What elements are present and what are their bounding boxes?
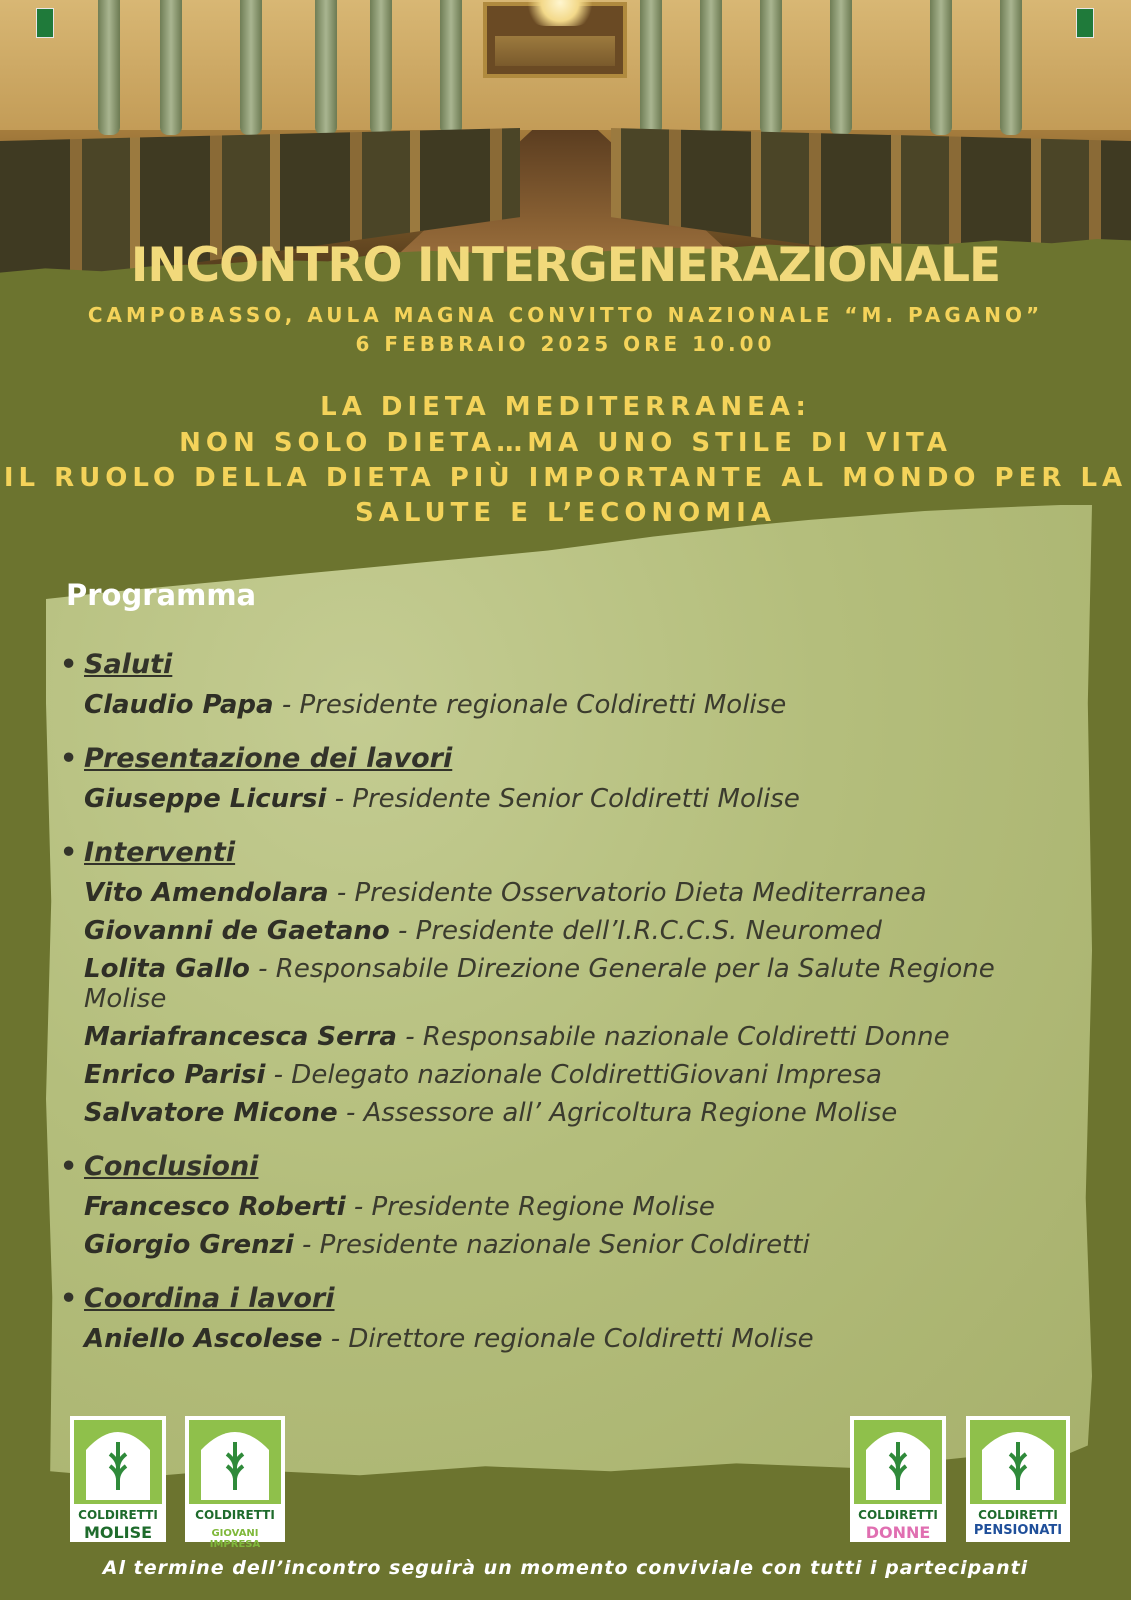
speaker bbox=[60, 916, 1070, 946]
wheat-emblem-icon bbox=[854, 1420, 942, 1504]
curtain bbox=[98, 0, 120, 135]
logo-coldiretti-pensionati bbox=[966, 1416, 1070, 1542]
logo-brand: COLDIRETTI bbox=[195, 1508, 275, 1522]
speaker-name: Enrico Parisi bbox=[84, 1060, 266, 1090]
logo-sub: PENSIONATI bbox=[973, 1523, 1063, 1538]
speaker-name: Claudio Papa bbox=[84, 690, 274, 720]
curtain bbox=[760, 0, 782, 135]
speaker-role: - Presidente Regione Molise bbox=[345, 1192, 715, 1222]
speaker-role: - Delegato nazionale ColdirettiGiovani Impresa bbox=[265, 1060, 882, 1090]
speaker-role: - Responsabile nazionale Coldiretti Donne bbox=[396, 1022, 950, 1052]
logo-brand: COLDIRETTI bbox=[78, 1508, 158, 1522]
speaker-name: Giuseppe Licursi bbox=[84, 784, 327, 814]
logo-sub: GIOVANI IMPRESA bbox=[209, 1528, 261, 1550]
speaker bbox=[60, 1060, 1070, 1090]
event-location: CAMPOBASSO, AULA MAGNA CONVITTO NAZIONALE “M. PAGANO” bbox=[87, 303, 1044, 327]
theme-line: LA DIETA MEDITERRANEA: bbox=[320, 392, 811, 422]
section-heading bbox=[60, 1150, 1070, 1184]
speaker bbox=[60, 1324, 1070, 1354]
event-datetime: 6 FEBBRAIO 2025 ORE 10.00 bbox=[355, 332, 776, 356]
bullet-icon: • bbox=[60, 649, 78, 680]
speaker-name: Vito Amendolara bbox=[84, 878, 329, 908]
speaker-name: Aniello Ascolese bbox=[84, 1324, 323, 1354]
program-section bbox=[60, 1282, 1070, 1354]
program-section bbox=[60, 1150, 1070, 1260]
speaker-name: Francesco Roberti bbox=[84, 1192, 346, 1222]
speaker bbox=[60, 784, 1070, 814]
speaker-role: - Presidente dell’I.R.C.C.S. Neuromed bbox=[389, 916, 882, 946]
speaker-name: Mariafrancesca Serra bbox=[84, 1022, 397, 1052]
curtain bbox=[440, 0, 462, 135]
logo-coldiretti-donne bbox=[850, 1416, 946, 1542]
logo-sub: MOLISE bbox=[83, 1523, 153, 1542]
section-heading bbox=[60, 648, 1070, 682]
wheat-emblem-icon bbox=[189, 1420, 281, 1504]
wheat-emblem-icon bbox=[74, 1420, 162, 1504]
speaker bbox=[60, 954, 1070, 1014]
exit-sign-icon bbox=[36, 8, 54, 38]
speaker bbox=[60, 1192, 1070, 1222]
program-agenda bbox=[60, 648, 1070, 1376]
curtain bbox=[1000, 0, 1022, 135]
curtain bbox=[700, 0, 722, 135]
speaker-name: Salvatore Micone bbox=[84, 1098, 338, 1128]
theme-line: IL RUOLO DELLA DIETA PIÙ IMPORTANTE AL MONDO PER LA bbox=[3, 463, 1128, 493]
speaker-role: - Presidente regionale Coldiretti Molise bbox=[273, 690, 787, 720]
speaker-name: Lolita Gallo bbox=[84, 954, 250, 984]
speaker-name: Giorgio Grenzi bbox=[84, 1230, 294, 1260]
program-title: Programma bbox=[66, 578, 257, 612]
speaker-name: Giovanni de Gaetano bbox=[84, 916, 390, 946]
curtain bbox=[240, 0, 262, 135]
logo-sub: DONNE bbox=[865, 1523, 931, 1542]
speaker-role: - Direttore regionale Coldiretti Molise bbox=[322, 1324, 814, 1354]
bullet-icon: • bbox=[60, 743, 78, 774]
speaker bbox=[60, 1098, 1070, 1128]
section-heading bbox=[60, 836, 1070, 870]
curtain bbox=[930, 0, 952, 135]
curtain bbox=[315, 0, 337, 135]
bullet-icon: • bbox=[60, 1151, 78, 1182]
wheat-emblem-icon bbox=[970, 1420, 1066, 1504]
theme-line: NON SOLO DIETA…MA UNO STILE DI VITA bbox=[179, 428, 952, 458]
section-heading-text: Interventi bbox=[84, 837, 236, 868]
theme-line: SALUTE E L’ECONOMIA bbox=[355, 498, 776, 528]
section-heading-text: Presentazione dei lavori bbox=[84, 743, 453, 774]
logo-coldiretti-molise bbox=[70, 1416, 166, 1542]
speaker bbox=[60, 1022, 1070, 1052]
section-heading-text: Saluti bbox=[84, 649, 173, 680]
speaker bbox=[60, 878, 1070, 908]
curtain bbox=[160, 0, 182, 135]
speaker-role: - Presidente Osservatorio Dieta Mediterranea bbox=[328, 878, 927, 908]
program-section bbox=[60, 836, 1070, 1128]
curtain bbox=[640, 0, 662, 135]
logo-coldiretti-giovani bbox=[185, 1416, 285, 1550]
section-heading-text: Conclusioni bbox=[84, 1151, 259, 1182]
logo-brand: COLDIRETTI bbox=[858, 1508, 938, 1522]
program-section bbox=[60, 648, 1070, 720]
bullet-icon: • bbox=[60, 837, 78, 868]
curtain bbox=[830, 0, 852, 135]
speaker bbox=[60, 1230, 1070, 1260]
logo-brand: COLDIRETTI bbox=[978, 1508, 1058, 1522]
speaker-role: - Responsabile Direzione Generale per la Salute Regione Molise bbox=[84, 954, 995, 1014]
speaker-role: - Presidente Senior Coldiretti Molise bbox=[326, 784, 800, 814]
section-heading bbox=[60, 1282, 1070, 1316]
speaker-role: - Presidente nazionale Senior Coldiretti bbox=[293, 1230, 810, 1260]
speaker bbox=[60, 690, 1070, 720]
section-heading bbox=[60, 742, 1070, 776]
curtain bbox=[370, 0, 392, 135]
footer-note: Al termine dell’incontro seguirà un momento conviviale con tutti i partecipanti bbox=[102, 1557, 1029, 1579]
exit-sign-icon bbox=[1076, 8, 1094, 38]
program-section bbox=[60, 742, 1070, 814]
speaker-role: - Assessore all’ Agricoltura Regione Molise bbox=[337, 1098, 898, 1128]
event-title: INCONTRO INTERGENERAZIONALE bbox=[130, 238, 1001, 293]
section-heading-text: Coordina i lavori bbox=[84, 1283, 335, 1314]
bullet-icon: • bbox=[60, 1283, 78, 1314]
